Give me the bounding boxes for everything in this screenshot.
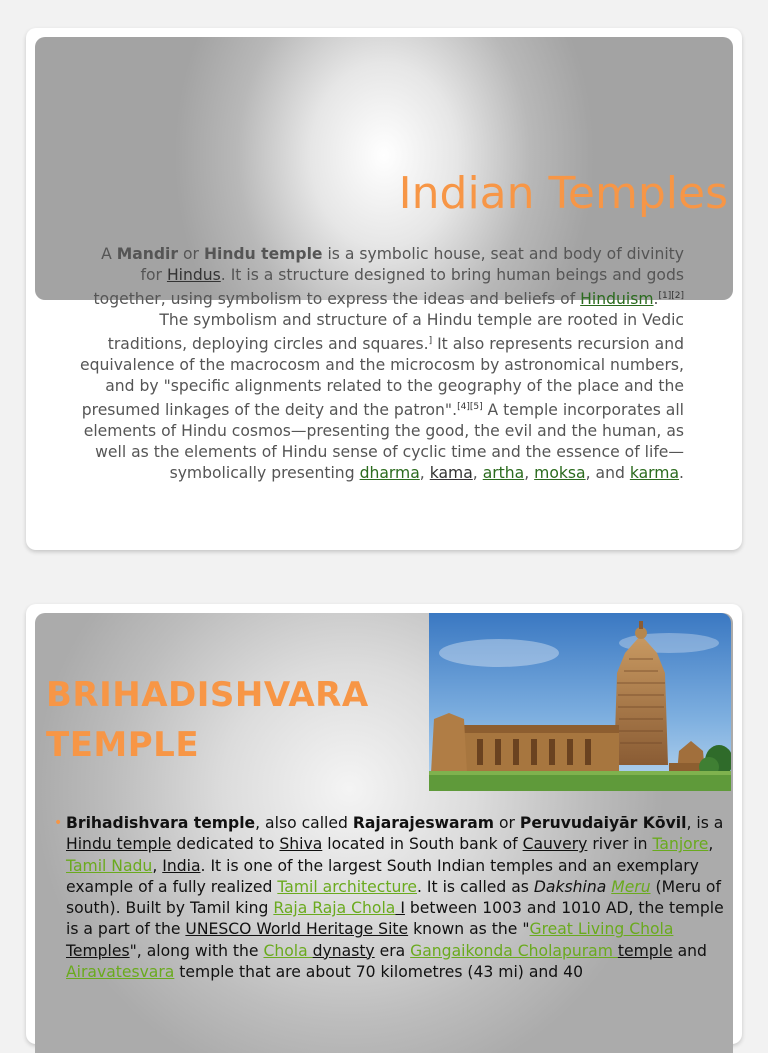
- link-tamil-nadu[interactable]: Tamil Nadu: [66, 856, 153, 875]
- text-run: between 1003 and 1010 AD, the temple is a part of the: [66, 899, 724, 939]
- text-run: located in South bank of: [322, 835, 523, 854]
- link-hindu-temple[interactable]: Hindu temple: [66, 835, 172, 854]
- citation-1-2[interactable]: [1][2]: [658, 290, 684, 301]
- link-airavatesvara[interactable]: Airavatesvara: [66, 963, 175, 982]
- temple-illustration: [429, 613, 731, 791]
- text-run: It also represents recursion and equivalence of the macrocosm and the microcosm by astronomical numbers, and by "specific alignments related to the geography of the place and the presumed linkages of the deity and the patron".: [80, 335, 684, 419]
- text-run: . It is called as: [417, 877, 534, 896]
- link-hinduism[interactable]: Hinduism: [580, 290, 654, 308]
- link-meru[interactable]: Meru: [611, 877, 651, 896]
- link-tamil-architecture[interactable]: Tamil architecture: [277, 877, 417, 896]
- link-temples[interactable]: Temples: [66, 941, 130, 960]
- text-run: ", along with the: [129, 941, 264, 960]
- link-raja-raja-chola[interactable]: Raja Raja Chola: [273, 899, 396, 918]
- text-run: or: [494, 814, 520, 832]
- text-run: is a symbolic house, seat and body of divinity for: [140, 245, 684, 284]
- text-run: dedicated to: [171, 835, 280, 854]
- link-unesco-whs[interactable]: UNESCO World Heritage Site: [185, 920, 409, 939]
- text-run: .: [653, 290, 659, 308]
- slide-indian-temples: [26, 28, 742, 550]
- citation-4-5[interactable]: [4][5]: [457, 401, 483, 412]
- text-run: ,: [472, 463, 483, 482]
- link-india[interactable]: India: [162, 856, 201, 875]
- link-moksa[interactable]: moksa: [534, 463, 586, 482]
- text-run: and: [672, 941, 707, 960]
- link-dharma[interactable]: dharma: [359, 463, 420, 482]
- text-run: era: [374, 941, 411, 960]
- text-run: . It is a structure designed to bring human beings and gods together, using symbolism to express the ideas and beliefs of: [93, 265, 684, 308]
- temple-photo: [429, 613, 731, 791]
- slide-title: Indian Temples: [398, 168, 728, 219]
- text-run: (Meru of south). Built by Tamil king: [66, 877, 721, 918]
- link-kama[interactable]: kama: [429, 463, 473, 482]
- text-run: .: [679, 463, 684, 482]
- text-run: A temple incorporates all elements of Hindu cosmos—presenting the good, the evil and the human, as well as the elements of Hindu sense of cyclic time and the essence of life—symbolically presenting: [83, 400, 684, 482]
- slide-brihadishvara: [26, 604, 742, 1044]
- link-raja-raja-chola-i[interactable]: I: [395, 899, 405, 918]
- text-run: ,: [152, 856, 163, 875]
- text-run: river in: [587, 835, 653, 854]
- link-dynasty[interactable]: dynasty: [312, 941, 375, 960]
- text-run: A: [101, 245, 117, 263]
- link-chola[interactable]: Chola: [263, 941, 313, 960]
- slide-title: BRIHADISHVARA TEMPLE: [46, 675, 369, 765]
- text-run: The symbolism and structure of a Hindu temple are rooted in Vedic traditions, deploying circles and squares.: [107, 310, 684, 353]
- text-run: , is a: [686, 814, 724, 832]
- bullet-marker: •: [54, 815, 63, 831]
- term-dakshina: Dakshina: [533, 877, 612, 896]
- term-hindu-temple: Hindu temple: [203, 245, 323, 263]
- link-karma[interactable]: karma: [629, 463, 680, 482]
- intro-paragraph: [78, 244, 684, 484]
- text-run: , also called: [255, 814, 353, 832]
- description-bullet: [54, 813, 724, 983]
- text-run: ,: [708, 835, 714, 854]
- text-run: . It is one of the largest South Indian temples and an exemplary example of a fully realized: [66, 856, 699, 896]
- link-gangaikonda-cholapuram[interactable]: Gangaikonda Cholapuram: [410, 941, 618, 960]
- link-great-living-chola[interactable]: Great Living Chola: [529, 920, 674, 939]
- text-run: , and: [585, 463, 630, 482]
- text-run: ,: [524, 463, 535, 482]
- link-shiva[interactable]: Shiva: [279, 835, 323, 854]
- link-tanjore[interactable]: Tanjore: [652, 835, 709, 854]
- text-run: or: [178, 245, 204, 263]
- term-rajarajeswaram: Rajarajeswaram: [352, 814, 495, 832]
- citation-bracket: ]: [428, 335, 433, 346]
- bullet-text: [54, 813, 724, 983]
- text-run: temple that are about 70 kilometres (43 mi) and 40: [174, 963, 583, 982]
- term-brihadishvara: Brihadishvara temple: [66, 814, 256, 832]
- text-run: ,: [419, 463, 430, 482]
- term-peruvudaiyar-kovil: Peruvudaiyār Kōvil: [519, 814, 687, 832]
- link-cauvery[interactable]: Cauvery: [522, 835, 588, 854]
- text-run: known as the ": [408, 920, 530, 939]
- link-hindus[interactable]: Hindus: [166, 265, 221, 284]
- link-temple[interactable]: temple: [617, 941, 673, 960]
- term-mandir: Mandir: [116, 245, 179, 263]
- link-artha[interactable]: artha: [482, 463, 525, 482]
